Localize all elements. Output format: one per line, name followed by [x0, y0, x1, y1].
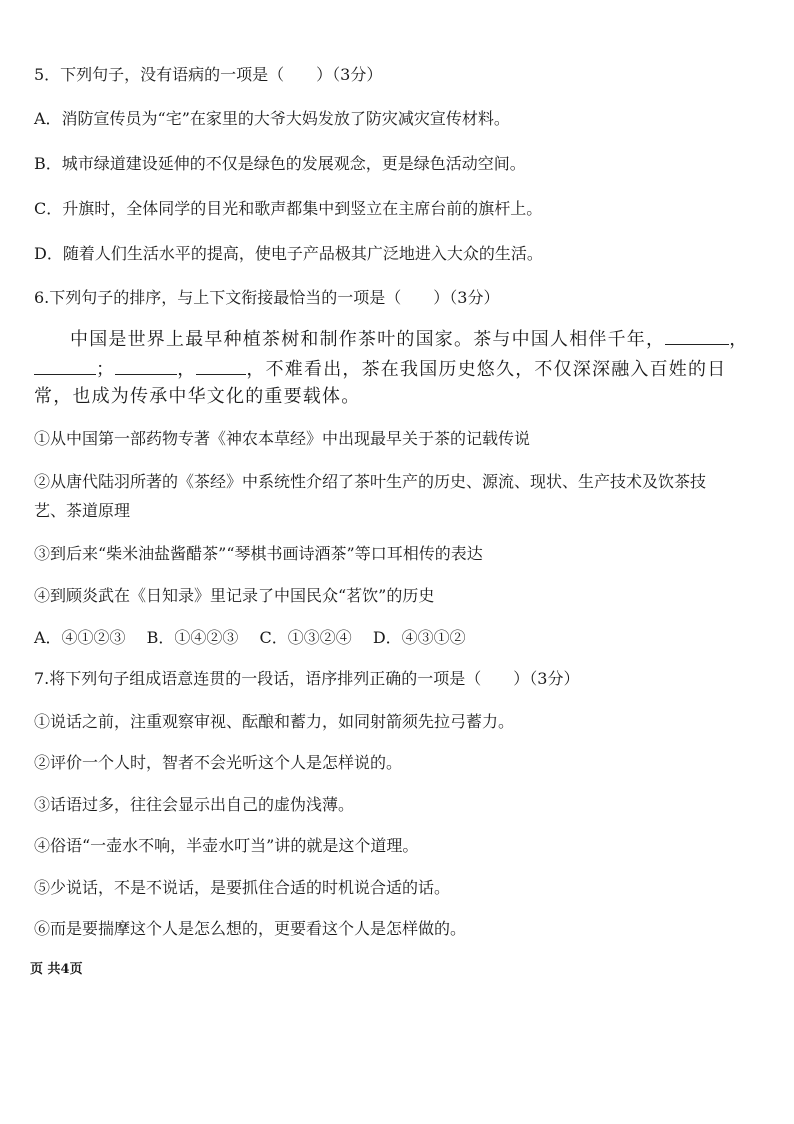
q6-passage-line-2	[34, 356, 774, 381]
q6-item-1: ①从中国第一部药物专著《神农本草经》中出现最早关于茶的记载传说	[34, 429, 531, 448]
q7-item-6: ⑥而是要揣摩这个人是怎么想的，更要看这个人是怎样做的。	[34, 919, 467, 938]
q7-stem: 7.将下列句子组成语意连贯的一段话，语序排列正确的一项是（ ）（3分）	[34, 669, 580, 688]
q6-passage-text-1: 中国是世界上最早种植茶树和制作茶叶的国家。茶与中国人相伴千年，	[70, 329, 666, 350]
q5-option-b: B．城市绿道建设延伸的不仅是绿色的发展观念，更是绿色活动空间。	[34, 154, 526, 173]
q7-item-1: ①说话之前，注重观察审视、酝酿和蓄力，如同射箭须先拉弓蓄力。	[34, 712, 515, 731]
q6-stem: 6.下列句子的排序，与上下文衔接最恰当的一项是（ ）（3分）	[34, 288, 500, 307]
q6-item-2: ②从唐代陆羽所著的《茶经》中系统性介绍了茶叶生产的历史、源流、现状、生产技术及饮茶技	[34, 472, 707, 491]
q5-option-d: D．随着人们生活水平的提高，使电子产品极其广泛地进入大众的生活。	[34, 244, 543, 263]
q7-item-3: ③话语过多，往往会显示出自己的虚伪浅薄。	[34, 795, 355, 814]
q6-item-2-cont: 艺、茶道原理	[34, 501, 131, 520]
q6-passage-sep-2: ，	[177, 359, 197, 380]
q7-item-2: ②评价一个人时，智者不会光听这个人是怎样说的。	[34, 753, 403, 772]
q6-choices: A．④①②③ B．①④②③ C．①③②④ D．④③①②	[34, 628, 466, 647]
q7-item-4: ④俗语“一壶水不响，半壶水叮当”讲的就是这个道理。	[34, 836, 419, 855]
q6-item-3: ③到后来“柴米油盐酱醋茶”“琴棋书画诗酒茶”等口耳相传的表达	[34, 544, 483, 563]
q6-blank-3	[115, 356, 177, 375]
q6-blank-2	[34, 356, 96, 375]
q5-option-a: A．消防宣传员为“宅”在家里的大爷大妈发放了防灾减灾宣传材料。	[34, 109, 510, 128]
q6-passage-sep-1: ；	[96, 359, 116, 380]
q6-item-4: ④到顾炎武在《日知录》里记录了中国民众“茗饮”的历史	[34, 586, 435, 605]
q6-blank-4	[196, 356, 246, 375]
q7-item-5: ⑤少说话，不是不说话，是要抓住合适的时机说合适的话。	[34, 878, 451, 897]
q6-blank-1	[665, 326, 729, 345]
q5-option-c: C．升旗时，全体同学的目光和歌声都集中到竖立在主席台前的旗杆上。	[34, 199, 543, 218]
q6-passage-tail: ，不难看出，茶在我国历史悠久，不仅深深融入百姓的日	[246, 359, 727, 380]
q6-passage-line-3: 常，也成为传承中华文化的重要载体。	[34, 386, 361, 407]
page-footer: 页 共4页	[30, 962, 83, 977]
q5-stem: 5．下列句子，没有语病的一项是（ ）（3分）	[34, 65, 383, 84]
q6-passage-line-1: 中国是世界上最早种植茶树和制作茶叶的国家。茶与中国人相伴千年， ，	[70, 326, 770, 351]
